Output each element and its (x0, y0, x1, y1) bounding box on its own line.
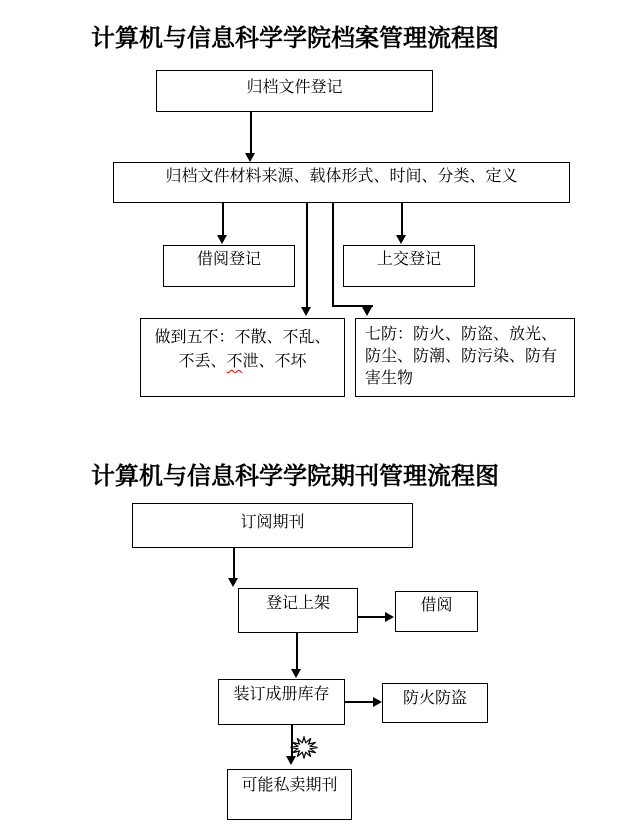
explosion-burst-icon (290, 736, 318, 759)
node-archive-file-register (156, 70, 433, 112)
arrow-right-icon (373, 697, 382, 707)
spellcheck-flagged-text: 不 (226, 353, 243, 370)
node-possible-private-sale (227, 769, 352, 820)
node-fire-theft-prevention (382, 683, 488, 723)
journal-chart-title: 计算机与信息科学学院期刊管理流程图 (91, 464, 499, 490)
archive-chart-title: 计算机与信息科学学院档案管理流程图 (91, 26, 499, 52)
arrow-down-icon (228, 578, 238, 587)
five-nos-line1: 做到五不：不散、不乱、 (154, 329, 331, 346)
node-label: 上交登记 (376, 251, 441, 268)
connector-shelve-to-borrow-line (358, 616, 386, 618)
node-borrow-register (163, 245, 295, 287)
node-label: 借阅 (420, 597, 453, 614)
connector-materials-to-five-nos-line (306, 203, 308, 308)
node-label: 防火防盗 (402, 690, 467, 707)
seven-protections-line2: 防尘、防潮、防污染、防有 (365, 348, 558, 365)
node-submit-register (343, 245, 475, 287)
arrow-down-icon (396, 235, 406, 244)
connector-bind-to-fire-line (345, 701, 374, 703)
arrow-right-icon (385, 612, 394, 622)
connector-shelve-to-bind-line (296, 633, 298, 670)
connector-register-to-materials-line (250, 112, 252, 154)
arrow-down-icon (301, 307, 311, 316)
node-bind-into-storage (218, 679, 345, 725)
five-nos-line2: 不丢、不泄、不坏 (178, 353, 307, 370)
node-label: 订阅期刊 (240, 514, 305, 531)
connector-subscribe-to-shelve-line (233, 548, 235, 579)
node-borrow (395, 591, 478, 632)
node-five-nos (140, 318, 345, 397)
node-label: 登记上架 (265, 595, 330, 612)
seven-protections-line1: 七防：防火、防盗、放光、 (365, 326, 558, 343)
node-register-shelve (238, 588, 358, 633)
node-label: 归档文件材料来源、载体形式、时间、分类、定义 (165, 168, 518, 185)
node-label: 可能私卖期刊 (241, 777, 338, 794)
arrow-down-icon (291, 669, 301, 678)
connector-materials-to-seven-elbow-vertical (332, 203, 334, 307)
arrow-down-icon (362, 307, 372, 316)
node-label: 归档文件登记 (246, 79, 343, 96)
arrow-down-icon (245, 153, 255, 162)
node-subscribe-journal (132, 503, 413, 548)
node-label: 借阅登记 (196, 251, 261, 268)
connector-materials-to-borrow-line (222, 203, 224, 236)
connector-materials-to-submit-line (401, 203, 403, 236)
node-archive-materials (113, 162, 570, 203)
node-label: 装订成册库存 (233, 686, 330, 703)
node-seven-protections (355, 318, 575, 397)
arrow-down-icon (217, 235, 227, 244)
seven-protections-line3: 害生物 (365, 370, 414, 387)
